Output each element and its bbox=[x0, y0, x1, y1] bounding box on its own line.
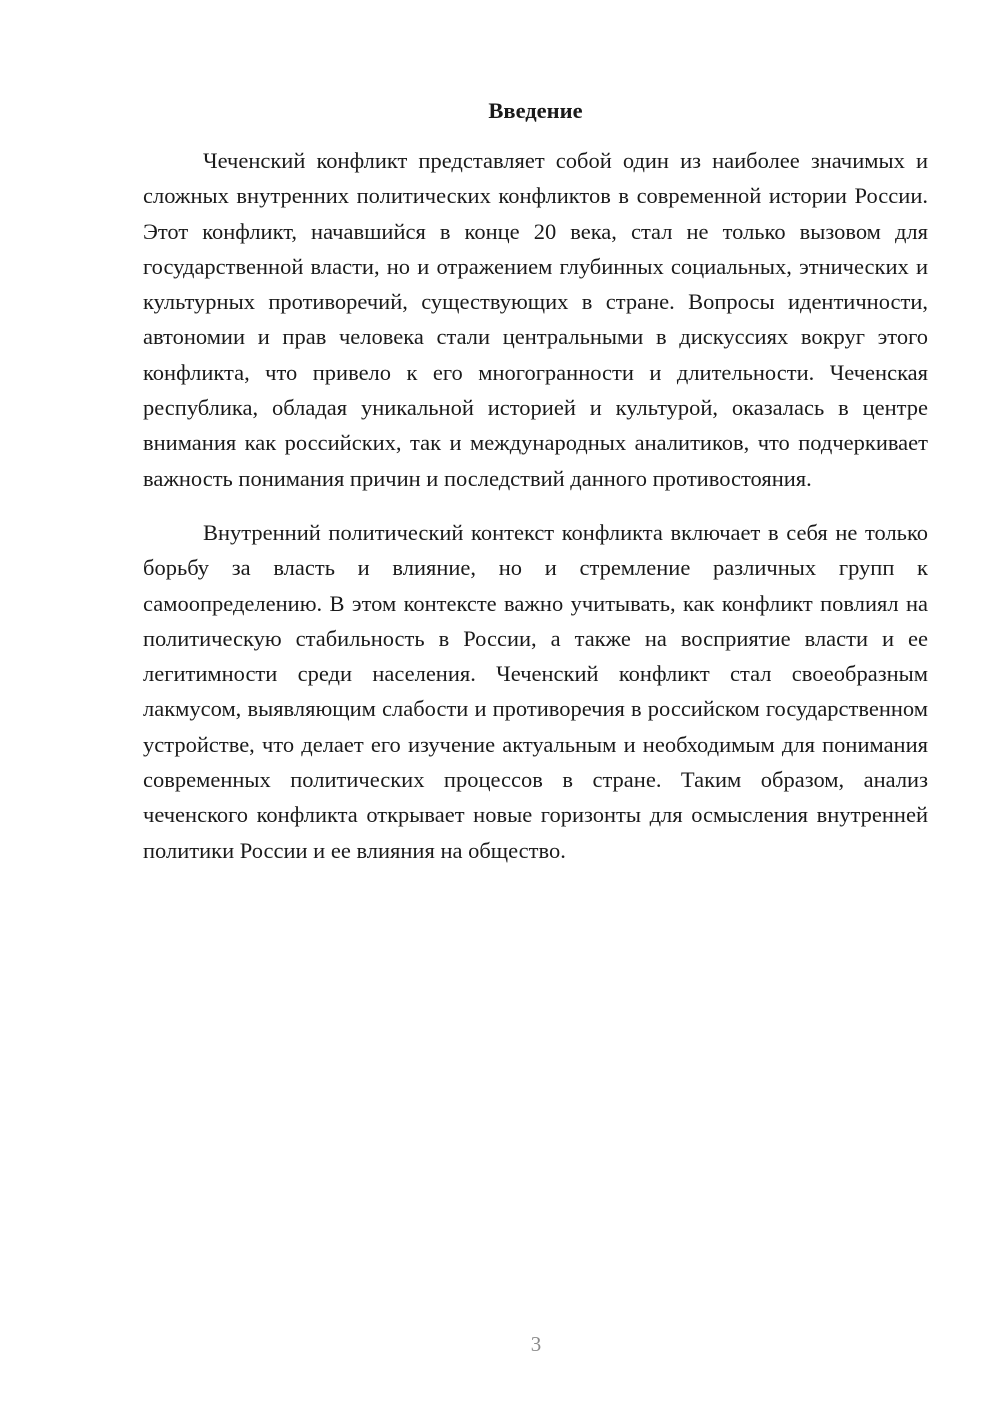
page-number: 3 bbox=[530, 1332, 542, 1356]
paragraph-1: Чеченский конфликт представляет собой один из наиболее значимых и сложных внутренних политических конфликтов в современной истории России. Этот конфликт, начавшийся в конце 20 века, стал не только вызовом для государственной власти, но и отражением глубинных социальных, этнических и культурных противоречий, существующих в стране. Вопросы идентичности, автономии и прав человека стали центральными в дискуссиях вокруг этого конфликта, что привело к его многогранности и длительности. Чеченская республика, обладая уникальной историей и культурой, оказалась в центре внимания как российских, так и международных аналитиков, что подчеркивает важность понимания причин и последствий данного противостояния. bbox=[143, 148, 928, 491]
paragraph-2: Внутренний политический контекст конфликта включает в себя не только борьбу за власть и влияние, но и стремление различных групп к самоопределению. В этом контексте важно учитывать, как конфликт повлиял на политическую стабильность в России, а также на восприятие власти и ее легитимности среди населения. Чеченский конфликт стал своеобразным лакмусом, выявляющим слабости и противоречия в российском государственном устройстве, что делает его изучение актуальным и необходимым для понимания современных политических процессов в стране. Таким образом, анализ чеченского конфликта открывает новые горизонты для осмысления внутренней политики России и ее влияния на общество. bbox=[143, 519, 928, 863]
section-title: Введение bbox=[488, 98, 583, 123]
document-body bbox=[143, 96, 928, 868]
